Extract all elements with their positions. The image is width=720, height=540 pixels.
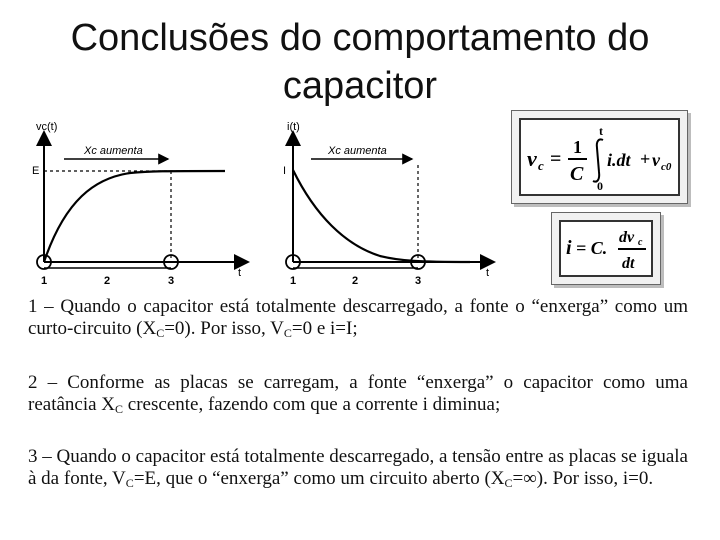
point-1-label: 1	[290, 275, 297, 287]
vc0-symbol: v	[652, 150, 660, 170]
point-1-label: 1	[41, 275, 48, 287]
discharge-curve	[293, 170, 470, 262]
it-axis-label: i(t)	[287, 121, 300, 133]
paragraph-1-text-a: 1 – Quando o capacitor está totalmente descarregado, a fonte o “enxerga” como um curto-circuito (X	[28, 296, 688, 339]
title-line-1: Conclusões do comportamento do	[70, 17, 650, 59]
formula-box-current	[551, 212, 661, 285]
equals-c: = C.	[576, 238, 608, 258]
level-e-label: E	[32, 165, 40, 177]
paragraph-2	[28, 372, 688, 416]
vc0-subscript: c0	[661, 161, 672, 173]
paragraph-1-text-b: =0). Por isso, V	[164, 318, 284, 339]
vc-subscript: c	[538, 158, 544, 173]
t-axis-label: t	[238, 267, 242, 279]
paragraph-3-text-a: 3 – Quando o capacitor está totalmente descarregado, a tensão entre as placas se iguala à da fonte, V	[28, 446, 688, 489]
dvc-subscript: c	[638, 237, 643, 248]
frac-numerator: 1	[573, 137, 582, 157]
point-3-label: 3	[415, 275, 422, 287]
paragraph-3	[28, 446, 688, 490]
integral-upper: t	[599, 124, 603, 138]
slide-title	[0, 14, 720, 110]
formula-box-current-inner	[559, 220, 653, 277]
charge-curve	[44, 171, 225, 262]
paragraph-2-sub-1: C	[115, 402, 124, 416]
graphs-figure	[0, 112, 500, 292]
vc-axis-label: vc(t)	[36, 121, 58, 133]
vc-symbol: v	[527, 146, 537, 171]
paragraph-3-text-c: =∞). Por isso, i=0.	[512, 468, 654, 489]
paragraph-3-sub-2: C	[504, 476, 513, 490]
plus-sign: +	[640, 149, 651, 169]
paragraph-2-text-a: 2 – Conforme as placas se carregam, a fonte “enxerga” o capacitor como uma reatância X	[28, 372, 688, 415]
integrand: i.dt	[607, 150, 631, 170]
point-2-label: 2	[352, 275, 359, 287]
frac-denominator: C	[570, 163, 584, 185]
point-2-label: 2	[104, 275, 111, 287]
paragraph-2-text-b: crescente, fazendo com que a corrente i diminua;	[123, 394, 501, 415]
i-symbol: i	[566, 237, 572, 259]
dvc-numerator: dv	[619, 229, 635, 246]
integral-lower: 0	[597, 179, 603, 193]
paragraph-1	[28, 296, 688, 340]
t-axis-label: t	[486, 267, 490, 279]
dt-denominator: dt	[622, 255, 635, 272]
paragraph-1-text-c: =0 e i=I;	[291, 318, 358, 339]
paragraph-3-sub-1: C	[125, 476, 134, 490]
equals-sign: =	[550, 148, 562, 170]
integral-sign	[593, 139, 603, 181]
paragraph-1-sub-1: C	[156, 326, 165, 340]
graph-current	[286, 132, 494, 269]
formula-box-voltage	[511, 110, 688, 204]
xc-arrow-label: Xc aumenta	[328, 145, 387, 157]
paragraph-1-sub-2: C	[283, 326, 292, 340]
paragraph-3-text-b: =E, que o “enxerga” como um circuito aberto (X	[133, 468, 505, 489]
level-i-label: I	[283, 165, 287, 177]
formula-voltage	[521, 120, 678, 194]
formula-box-voltage-inner	[519, 118, 680, 196]
xc-arrow-label: Xc aumenta	[84, 145, 143, 157]
point-3-label: 3	[168, 275, 175, 287]
title-line-2: capacitor	[282, 65, 438, 107]
formula-current	[561, 222, 651, 275]
